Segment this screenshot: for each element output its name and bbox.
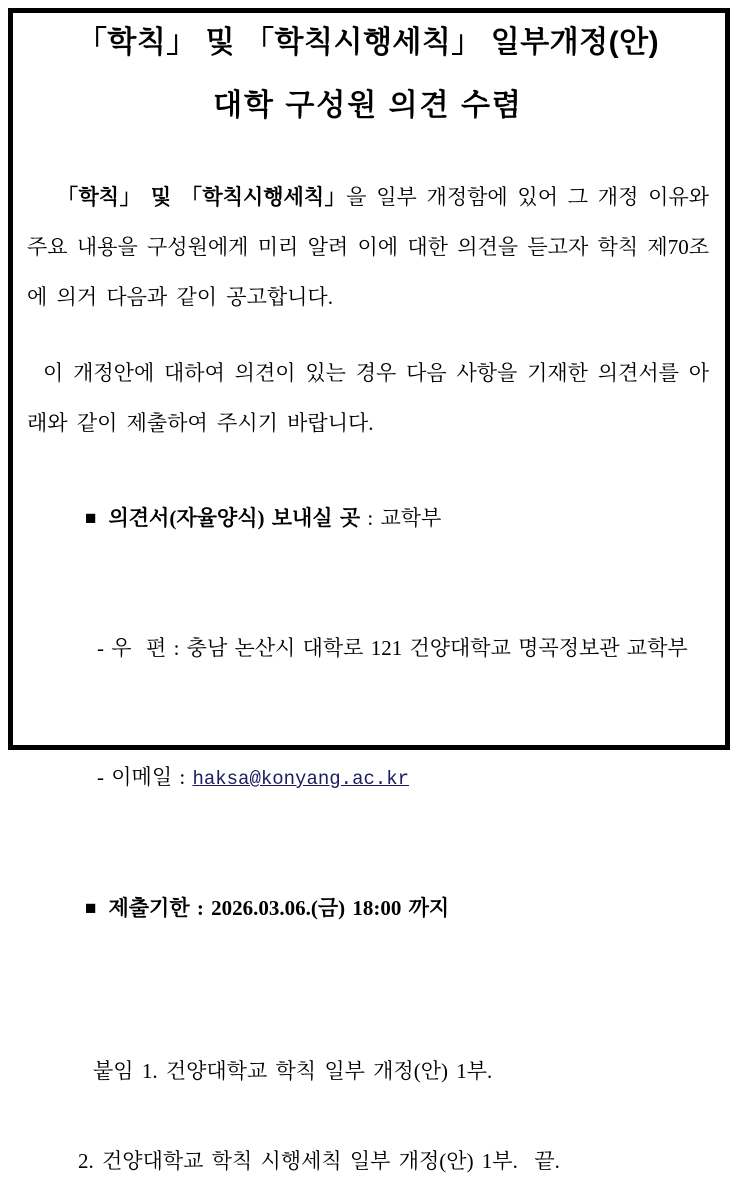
notice-title xyxy=(27,25,709,124)
intro-paragraph xyxy=(27,172,709,322)
attachments xyxy=(27,1004,709,1184)
square-bullet-icon: ■ xyxy=(85,508,97,529)
attachment-item-1 xyxy=(27,1004,709,1139)
email-label: - 이메일 : xyxy=(97,765,193,789)
intro-paragraph-lead: 「학칙」 및 「학칙시행세칙」 xyxy=(57,185,347,209)
submission-info xyxy=(27,454,709,974)
recipient-value: 교학부 xyxy=(380,506,442,530)
recipient-line xyxy=(27,454,709,584)
recipient-label: 의견서(자율양식) 보내실 곳 xyxy=(108,506,361,530)
email-link[interactable]: haksa@konyang.ac.kr xyxy=(192,768,410,790)
recipient-separator: : xyxy=(360,506,381,530)
document-frame xyxy=(8,8,730,1173)
postal-label: - 우 편 : xyxy=(97,636,187,660)
attachment-prefix: 붙임 xyxy=(93,1059,142,1083)
postal-value: 충남 논산시 대학로 121 건양대학교 명곡정보관 교학부 xyxy=(186,636,688,660)
request-paragraph: 이 개정안에 대하여 의견이 있는 경우 다음 사항을 기재한 의견서를 아래와 같이 제출하여 주시기 바랍니다. xyxy=(27,361,709,435)
intro-paragraph-text: 을 일부 개정함에 있어 그 개정 이유와 주요 내용을 구성원에게 미리 알려 이에 대한 의견을 듣고자 학칙 제70조에 의거 다음과 같이 공고합니다. xyxy=(27,185,709,309)
title-line-2: 대학 구성원 의견 수렴 xyxy=(213,89,523,122)
title-line-1: 「학칙」 및 「학칙시행세칙」 일부개정(안) xyxy=(76,26,660,59)
notice-document xyxy=(13,13,725,1184)
email-line xyxy=(27,713,709,844)
square-bullet-icon: ■ xyxy=(85,898,97,919)
postal-line xyxy=(27,584,709,713)
attachment-item-1-text: 1. 건양대학교 학칙 일부 개정(안) 1부. xyxy=(141,1059,493,1083)
deadline-line xyxy=(27,844,709,974)
deadline-text: 제출기한 : 2026.03.06.(금) 18:00 까지 xyxy=(108,896,450,920)
attachment-item-2: 2. 건양대학교 학칙 시행세칙 일부 개정(안) 1부. 끝. xyxy=(78,1149,560,1173)
